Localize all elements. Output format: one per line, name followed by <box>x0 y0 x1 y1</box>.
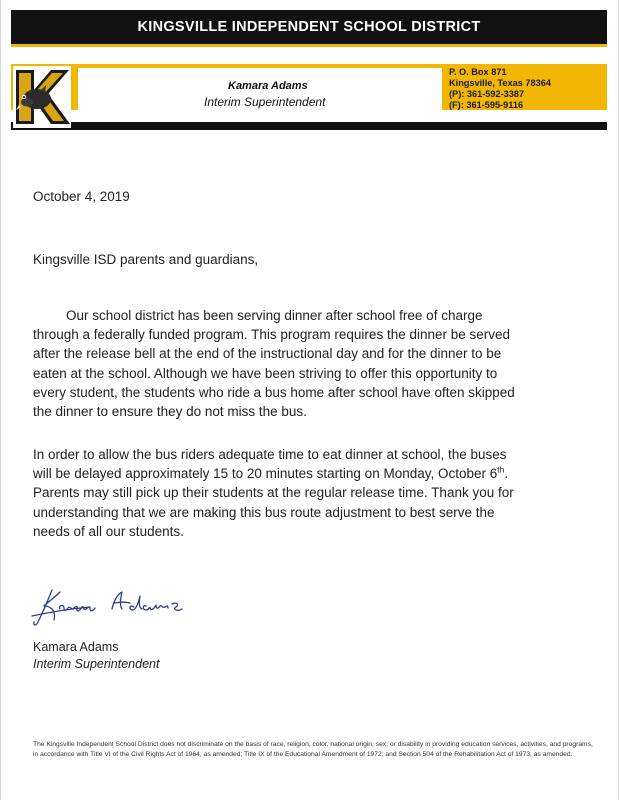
paragraph-1-line: the dinner to ensure they do not miss the bus. <box>33 404 307 420</box>
date-sentence: will be delayed approximately 15 to 20 minutes starting on Monday, October 6 <box>33 466 498 482</box>
contact-city: Kingsville, Texas 78364 <box>449 78 551 88</box>
contact-po-box: P. O. Box 871 <box>449 67 507 77</box>
paragraph-2-line: In order to allow the bus riders adequate time to eat dinner at school, the buses <box>33 447 507 462</box>
paragraph-1-line: every student, the students who ride a bus home after school have often skipped <box>33 384 515 400</box>
district-name: KINGSVILLE INDEPENDENT SCHOOL DISTRICT <box>137 19 481 35</box>
kingsville-k-logo-icon <box>13 66 71 128</box>
handwritten-signature <box>30 582 220 628</box>
contact-phone: (P): 361-592-3387 <box>449 89 525 99</box>
paragraph-2 <box>33 445 593 541</box>
contact-fax: (F): 361-595-9116 <box>449 100 524 110</box>
letterhead-bottom-bar <box>11 122 607 130</box>
letterhead-top-bar <box>11 10 607 47</box>
letterhead-contact-block <box>449 67 609 111</box>
letterhead-executive-name: Kamara Adams <box>228 80 308 92</box>
nondiscrimination-footer: The Kingsville Independent School District does not discriminate on the basis of race, religion, color, national origin, sex, or disability in providing education services, activities, and programs, in accordance with Title VI of the Civil Rights Act of 1964, as amended; Title IX of the Educational Amendment of 1972; and Section 504 of the Rehabilitation Act of 1973, as amended. <box>33 741 593 758</box>
letter-salutation: Kingsville ISD parents and guardians, <box>33 252 259 267</box>
paragraph-1-line: eaten at the school. Although we have been striving to offer this opportunity to <box>33 365 498 381</box>
paragraph-1-line: Our school district has been serving dinner after school free of charge <box>66 308 483 323</box>
paragraph-1-line: through a federally funded program. This program requires the dinner be served <box>33 327 511 343</box>
letter-date: October 4, 2019 <box>33 189 130 204</box>
paragraph-2-line: Parents may still pick up their students at the regular release time. Thank you for <box>33 485 514 501</box>
ordinal-suffix: th <box>497 464 505 475</box>
paragraph-2-line: understanding that we are making this bus route adjustment to best serve the <box>33 504 495 520</box>
letterhead-executive-title: Interim Superintendent <box>204 95 326 109</box>
paragraph-1-line: after the release bell at the end of the instructional day and for the dinner to be <box>33 346 502 362</box>
paragraph-1 <box>33 306 593 421</box>
signer-name: Kamara Adams <box>33 640 119 654</box>
sentence-period: . <box>504 466 509 482</box>
signer-title: Interim Superintendent <box>33 657 160 671</box>
paragraph-2-line <box>33 464 593 483</box>
paragraph-2-line: needs of all our students. <box>33 523 184 539</box>
